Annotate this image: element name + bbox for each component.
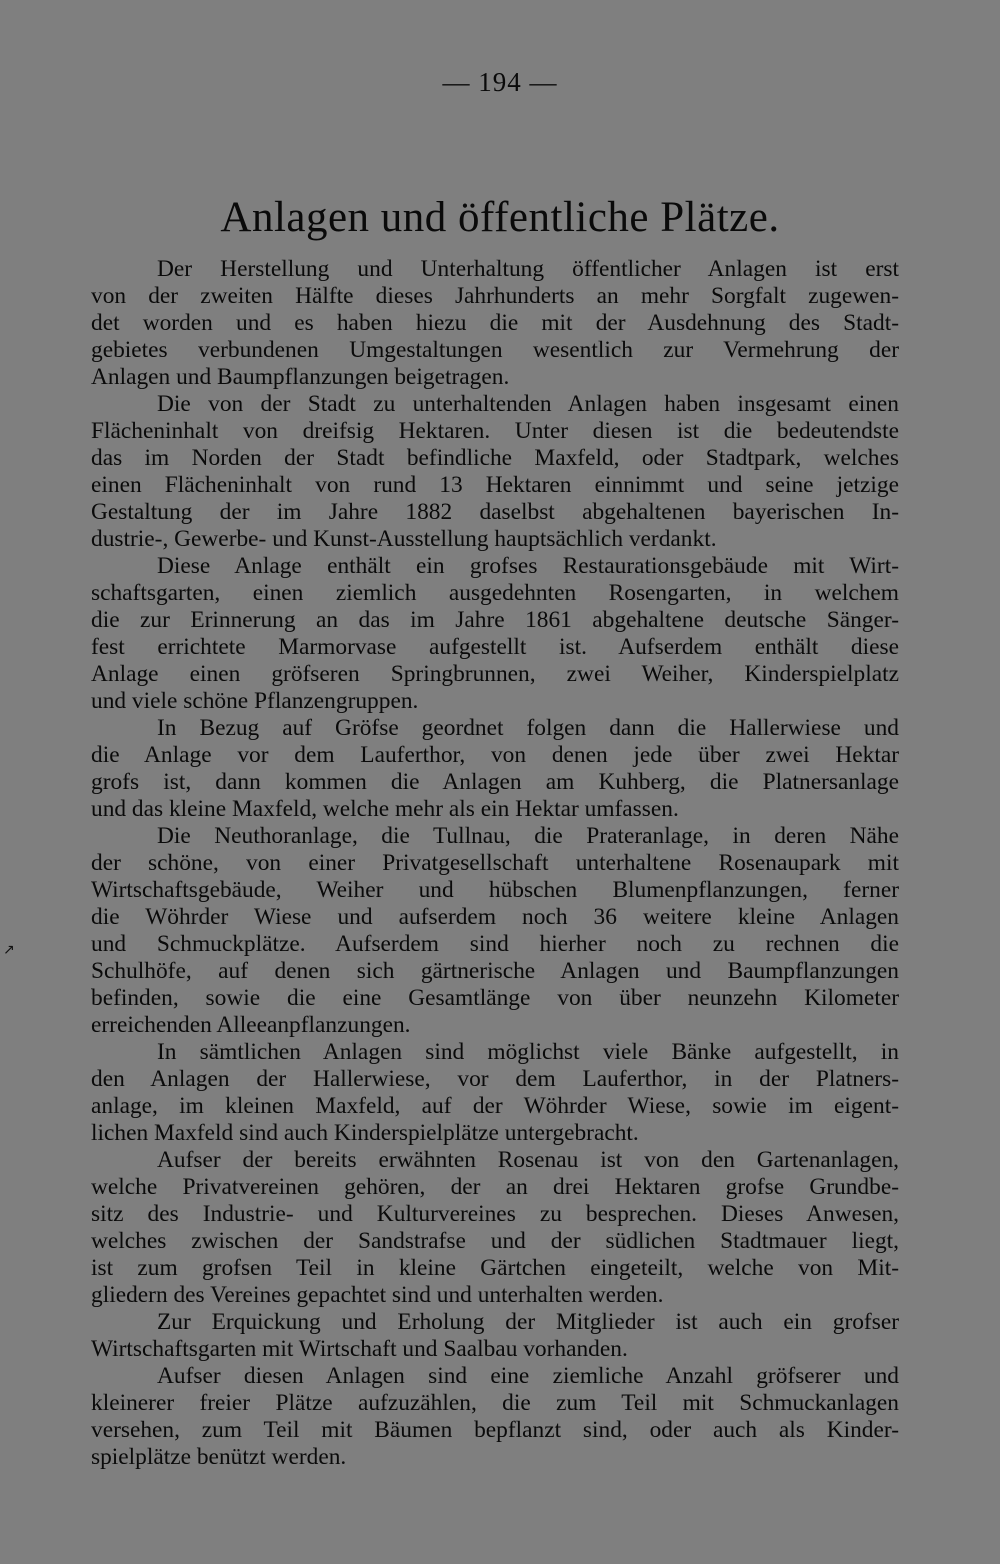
text-line: Die Neuthoranlage, die Tullnau, die Prateranlage, in deren Nähe — [157, 823, 899, 849]
text-line: Anlage einen gröfseren Springbrunnen, zwei Weiher, Kinderspielplatz — [91, 661, 899, 687]
text-line: sitz des Industrie- und Kulturvereines zu besprechen. Dieses Anwesen, — [91, 1201, 899, 1227]
text-line: Die von der Stadt zu unterhaltenden Anlagen haben insgesamt einen — [157, 391, 899, 417]
paragraph — [91, 391, 899, 553]
text-line: kleinerer freier Plätze aufzuzählen, die zum Teil mit Schmuckanlagen — [91, 1390, 899, 1416]
text-line: welches zwischen der Sandstrafse und der südlichen Stadtmauer liegt, — [91, 1228, 899, 1254]
text-line: die Anlage vor dem Lauferthor, von denen jede über zwei Hektar — [91, 742, 899, 768]
text-line: Flächeninhalt von dreifsig Hektaren. Unter diesen ist die bedeutendste — [91, 418, 899, 444]
text-line: Gestaltung der im Jahre 1882 daselbst abgehaltenen bayerischen In- — [91, 499, 899, 525]
paragraph — [91, 256, 899, 391]
paragraph — [91, 1039, 899, 1147]
text-line: und Schmuckplätze. Aufserdem sind hierher noch zu rechnen die — [91, 931, 899, 957]
text-line: fest errichtete Marmorvase aufgestellt ist. Aufserdem enthält diese — [91, 634, 899, 660]
text-line: grofs ist, dann kommen die Anlagen am Kuhberg, die Platnersanlage — [91, 769, 899, 795]
text-line: In sämtlichen Anlagen sind möglichst viele Bänke aufgestellt, in — [157, 1039, 899, 1065]
margin-mark: ↗ — [3, 942, 15, 958]
text-line: und viele schöne Pflanzengruppen. — [91, 688, 419, 714]
text-line: erreichenden Alleeanpflanzungen. — [91, 1012, 411, 1038]
text-line: Wirtschaftsgebäude, Weiher und hübschen Blumenpflanzungen, ferner — [91, 877, 899, 903]
text-line: Zur Erquickung und Erholung der Mitglieder ist auch ein grofser — [157, 1309, 899, 1335]
paragraph — [91, 1147, 899, 1309]
text-line: Aufser diesen Anlagen sind eine ziemliche Anzahl gröfserer und — [157, 1363, 899, 1389]
text-line: den Anlagen der Hallerwiese, vor dem Lauferthor, in der Platners- — [91, 1066, 899, 1092]
page-number: — 194 — — [442, 67, 558, 97]
text-line: die Wöhrder Wiese und aufserdem noch 36 weitere kleine Anlagen — [91, 904, 899, 930]
text-line: der schöne, von einer Privatgesellschaft unterhaltene Rosenaupark mit — [91, 850, 899, 876]
text-line: dustrie-, Gewerbe- und Kunst-Ausstellung hauptsächlich verdankt. — [91, 526, 717, 552]
text-line: Wirtschaftsgarten mit Wirtschaft und Saalbau vorhanden. — [91, 1336, 628, 1362]
text-line: Schulhöfe, auf denen sich gärtnerische Anlagen und Baumpflanzungen — [91, 958, 899, 984]
text-line: welche Privatvereinen gehören, der an drei Hektaren grofse Grundbe- — [91, 1174, 899, 1200]
text-line: das im Norden der Stadt befindliche Maxfeld, oder Stadtpark, welches — [91, 445, 899, 471]
text-line: gliedern des Vereines gepachtet sind und unterhalten werden. — [91, 1282, 664, 1308]
text-line: versehen, zum Teil mit Bäumen bepflanzt sind, oder auch als Kinder- — [91, 1417, 899, 1443]
page-title: Anlagen und öffentliche Plätze. — [220, 194, 780, 241]
text-line: ist zum grofsen Teil in kleine Gärtchen eingeteilt, welche von Mit- — [91, 1255, 899, 1281]
text-line: lichen Maxfeld sind auch Kinderspielplätze untergebracht. — [91, 1120, 639, 1146]
text-line: Anlagen und Baumpflanzungen beigetragen. — [91, 364, 510, 390]
body-text — [91, 256, 899, 1471]
text-line: spielplätze benützt werden. — [91, 1444, 347, 1470]
text-line: anlage, im kleinen Maxfeld, auf der Wöhrder Wiese, sowie im eigent- — [91, 1093, 899, 1119]
paragraph — [91, 823, 899, 1039]
text-line: Diese Anlage enthält ein grofses Restaurationsgebäude mit Wirt- — [157, 553, 899, 579]
paragraph — [91, 553, 899, 715]
text-line: von der zweiten Hälfte dieses Jahrhunderts an mehr Sorgfalt zugewen- — [91, 283, 899, 309]
text-line: die zur Erinnerung an das im Jahre 1861 abgehaltene deutsche Sänger- — [91, 607, 899, 633]
text-line: In Bezug auf Gröfse geordnet folgen dann die Hallerwiese und — [157, 715, 899, 741]
text-line: det worden und es haben hiezu die mit der Ausdehnung des Stadt- — [91, 310, 899, 336]
text-line: und das kleine Maxfeld, welche mehr als ein Hektar umfassen. — [91, 796, 679, 822]
text-line: befinden, sowie die eine Gesamtlänge von über neunzehn Kilometer — [91, 985, 899, 1011]
text-line: gebietes verbundenen Umgestaltungen wesentlich zur Vermehrung der — [91, 337, 899, 363]
paragraph — [91, 715, 899, 823]
text-line: Aufser der bereits erwähnten Rosenau ist von den Gartenanlagen, — [157, 1147, 899, 1173]
text-line: Der Herstellung und Unterhaltung öffentlicher Anlagen ist erst — [157, 256, 899, 282]
text-line: schaftsgarten, einen ziemlich ausgedehnten Rosengarten, in welchem — [91, 580, 899, 606]
text-line: einen Flächeninhalt von rund 13 Hektaren einnimmt und seine jetzige — [91, 472, 899, 498]
paragraph — [91, 1309, 899, 1363]
paragraph — [91, 1363, 899, 1471]
